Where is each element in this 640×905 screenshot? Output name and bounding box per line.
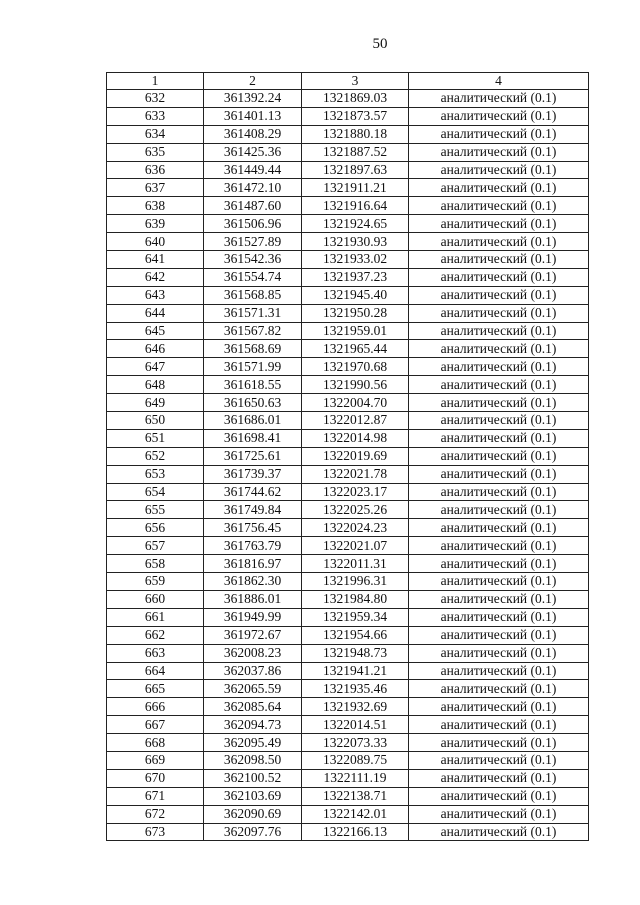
method-cell: аналитический (0.1) xyxy=(409,608,589,626)
point-number-cell: 656 xyxy=(107,519,204,537)
column-header: 3 xyxy=(302,73,409,90)
table-row xyxy=(107,787,589,805)
point-number-cell: 643 xyxy=(107,286,204,304)
method-cell: аналитический (0.1) xyxy=(409,555,589,573)
point-number-cell: 659 xyxy=(107,573,204,591)
y-coordinate-cell: 1322023.17 xyxy=(302,483,409,501)
y-coordinate-cell: 1322024.23 xyxy=(302,519,409,537)
table-row xyxy=(107,447,589,465)
x-coordinate-cell: 361972.67 xyxy=(204,626,302,644)
point-number-cell: 654 xyxy=(107,483,204,501)
x-coordinate-cell: 361756.45 xyxy=(204,519,302,537)
y-coordinate-cell: 1321990.56 xyxy=(302,376,409,394)
table-row xyxy=(107,215,589,233)
point-number-cell: 667 xyxy=(107,716,204,734)
x-coordinate-cell: 361392.24 xyxy=(204,90,302,108)
table-row xyxy=(107,698,589,716)
table-row xyxy=(107,555,589,573)
table-row xyxy=(107,429,589,447)
point-number-cell: 636 xyxy=(107,161,204,179)
table-row xyxy=(107,304,589,322)
point-number-cell: 671 xyxy=(107,787,204,805)
table-row xyxy=(107,268,589,286)
x-coordinate-cell: 361816.97 xyxy=(204,555,302,573)
point-number-cell: 646 xyxy=(107,340,204,358)
method-cell: аналитический (0.1) xyxy=(409,680,589,698)
y-coordinate-cell: 1322138.71 xyxy=(302,787,409,805)
x-coordinate-cell: 362095.49 xyxy=(204,734,302,752)
point-number-cell: 642 xyxy=(107,268,204,286)
point-number-cell: 641 xyxy=(107,251,204,269)
table-header-row xyxy=(107,73,589,90)
point-number-cell: 635 xyxy=(107,143,204,161)
x-coordinate-cell: 361650.63 xyxy=(204,394,302,412)
method-cell: аналитический (0.1) xyxy=(409,197,589,215)
y-coordinate-cell: 1321950.28 xyxy=(302,304,409,322)
method-cell: аналитический (0.1) xyxy=(409,429,589,447)
method-cell: аналитический (0.1) xyxy=(409,394,589,412)
table-row xyxy=(107,465,589,483)
x-coordinate-cell: 362098.50 xyxy=(204,751,302,769)
method-cell: аналитический (0.1) xyxy=(409,233,589,251)
table-row xyxy=(107,90,589,108)
x-coordinate-cell: 361725.61 xyxy=(204,447,302,465)
y-coordinate-cell: 1322014.51 xyxy=(302,716,409,734)
x-coordinate-cell: 362037.86 xyxy=(204,662,302,680)
table-row xyxy=(107,251,589,269)
point-number-cell: 672 xyxy=(107,805,204,823)
table-body xyxy=(107,90,589,841)
y-coordinate-cell: 1322111.19 xyxy=(302,769,409,787)
x-coordinate-cell: 361749.84 xyxy=(204,501,302,519)
point-number-cell: 663 xyxy=(107,644,204,662)
x-coordinate-cell: 361449.44 xyxy=(204,161,302,179)
table-row xyxy=(107,107,589,125)
y-coordinate-cell: 1322073.33 xyxy=(302,734,409,752)
table-row xyxy=(107,179,589,197)
column-header: 4 xyxy=(409,73,589,90)
method-cell: аналитический (0.1) xyxy=(409,465,589,483)
point-number-cell: 657 xyxy=(107,537,204,555)
method-cell: аналитический (0.1) xyxy=(409,716,589,734)
page-number: 50 xyxy=(372,36,388,52)
table-row xyxy=(107,590,589,608)
point-number-cell: 650 xyxy=(107,412,204,430)
x-coordinate-cell: 361567.82 xyxy=(204,322,302,340)
point-number-cell: 652 xyxy=(107,447,204,465)
x-coordinate-cell: 362085.64 xyxy=(204,698,302,716)
x-coordinate-cell: 361527.89 xyxy=(204,233,302,251)
table-row xyxy=(107,376,589,394)
table-row xyxy=(107,394,589,412)
y-coordinate-cell: 1321911.21 xyxy=(302,179,409,197)
table-row xyxy=(107,537,589,555)
point-number-cell: 634 xyxy=(107,125,204,143)
point-number-cell: 649 xyxy=(107,394,204,412)
point-number-cell: 640 xyxy=(107,233,204,251)
x-coordinate-cell: 361763.79 xyxy=(204,537,302,555)
x-coordinate-cell: 362094.73 xyxy=(204,716,302,734)
table-row xyxy=(107,161,589,179)
table-row xyxy=(107,716,589,734)
y-coordinate-cell: 1321959.34 xyxy=(302,608,409,626)
x-coordinate-cell: 361425.36 xyxy=(204,143,302,161)
point-number-cell: 662 xyxy=(107,626,204,644)
method-cell: аналитический (0.1) xyxy=(409,322,589,340)
x-coordinate-cell: 362100.52 xyxy=(204,769,302,787)
method-cell: аналитический (0.1) xyxy=(409,215,589,233)
y-coordinate-cell: 1322166.13 xyxy=(302,823,409,841)
y-coordinate-cell: 1321897.63 xyxy=(302,161,409,179)
y-coordinate-cell: 1322019.69 xyxy=(302,447,409,465)
method-cell: аналитический (0.1) xyxy=(409,573,589,591)
method-cell: аналитический (0.1) xyxy=(409,644,589,662)
point-number-cell: 655 xyxy=(107,501,204,519)
method-cell: аналитический (0.1) xyxy=(409,698,589,716)
y-coordinate-cell: 1321933.02 xyxy=(302,251,409,269)
x-coordinate-cell: 361487.60 xyxy=(204,197,302,215)
y-coordinate-cell: 1321959.01 xyxy=(302,322,409,340)
table-row xyxy=(107,125,589,143)
column-header: 1 xyxy=(107,73,204,90)
method-cell: аналитический (0.1) xyxy=(409,662,589,680)
x-coordinate-cell: 361506.96 xyxy=(204,215,302,233)
y-coordinate-cell: 1321932.69 xyxy=(302,698,409,716)
method-cell: аналитический (0.1) xyxy=(409,787,589,805)
method-cell: аналитический (0.1) xyxy=(409,125,589,143)
x-coordinate-cell: 362065.59 xyxy=(204,680,302,698)
method-cell: аналитический (0.1) xyxy=(409,734,589,752)
y-coordinate-cell: 1321984.80 xyxy=(302,590,409,608)
y-coordinate-cell: 1321937.23 xyxy=(302,268,409,286)
table-row xyxy=(107,805,589,823)
method-cell: аналитический (0.1) xyxy=(409,143,589,161)
method-cell: аналитический (0.1) xyxy=(409,483,589,501)
method-cell: аналитический (0.1) xyxy=(409,769,589,787)
table-row xyxy=(107,573,589,591)
y-coordinate-cell: 1321880.18 xyxy=(302,125,409,143)
table-row xyxy=(107,769,589,787)
point-number-cell: 632 xyxy=(107,90,204,108)
point-number-cell: 644 xyxy=(107,304,204,322)
y-coordinate-cell: 1322004.70 xyxy=(302,394,409,412)
y-coordinate-cell: 1321954.66 xyxy=(302,626,409,644)
method-cell: аналитический (0.1) xyxy=(409,823,589,841)
table-row xyxy=(107,823,589,841)
point-number-cell: 658 xyxy=(107,555,204,573)
y-coordinate-cell: 1321935.46 xyxy=(302,680,409,698)
x-coordinate-cell: 361739.37 xyxy=(204,465,302,483)
point-number-cell: 660 xyxy=(107,590,204,608)
method-cell: аналитический (0.1) xyxy=(409,358,589,376)
y-coordinate-cell: 1321916.64 xyxy=(302,197,409,215)
method-cell: аналитический (0.1) xyxy=(409,90,589,108)
y-coordinate-cell: 1321869.03 xyxy=(302,90,409,108)
table-row xyxy=(107,197,589,215)
y-coordinate-cell: 1321996.31 xyxy=(302,573,409,591)
point-number-cell: 633 xyxy=(107,107,204,125)
method-cell: аналитический (0.1) xyxy=(409,107,589,125)
method-cell: аналитический (0.1) xyxy=(409,179,589,197)
y-coordinate-cell: 1322089.75 xyxy=(302,751,409,769)
table-row xyxy=(107,233,589,251)
table-row xyxy=(107,358,589,376)
point-number-cell: 669 xyxy=(107,751,204,769)
x-coordinate-cell: 361686.01 xyxy=(204,412,302,430)
point-number-cell: 664 xyxy=(107,662,204,680)
table-row xyxy=(107,322,589,340)
table-row xyxy=(107,644,589,662)
x-coordinate-cell: 361568.85 xyxy=(204,286,302,304)
table-row xyxy=(107,519,589,537)
table-row xyxy=(107,626,589,644)
y-coordinate-cell: 1321941.21 xyxy=(302,662,409,680)
x-coordinate-cell: 361571.99 xyxy=(204,358,302,376)
point-number-cell: 653 xyxy=(107,465,204,483)
x-coordinate-cell: 362103.69 xyxy=(204,787,302,805)
x-coordinate-cell: 362090.69 xyxy=(204,805,302,823)
point-number-cell: 645 xyxy=(107,322,204,340)
method-cell: аналитический (0.1) xyxy=(409,412,589,430)
x-coordinate-cell: 361618.55 xyxy=(204,376,302,394)
table-row xyxy=(107,501,589,519)
table-row xyxy=(107,286,589,304)
point-number-cell: 648 xyxy=(107,376,204,394)
table-row xyxy=(107,483,589,501)
y-coordinate-cell: 1321930.93 xyxy=(302,233,409,251)
x-coordinate-cell: 361744.62 xyxy=(204,483,302,501)
table-row xyxy=(107,662,589,680)
x-coordinate-cell: 362008.23 xyxy=(204,644,302,662)
table-row xyxy=(107,751,589,769)
point-number-cell: 668 xyxy=(107,734,204,752)
y-coordinate-cell: 1321924.65 xyxy=(302,215,409,233)
x-coordinate-cell: 361401.13 xyxy=(204,107,302,125)
table-row xyxy=(107,734,589,752)
method-cell: аналитический (0.1) xyxy=(409,805,589,823)
y-coordinate-cell: 1322025.26 xyxy=(302,501,409,519)
coordinates-table xyxy=(106,72,589,841)
x-coordinate-cell: 361472.10 xyxy=(204,179,302,197)
method-cell: аналитический (0.1) xyxy=(409,376,589,394)
y-coordinate-cell: 1321945.40 xyxy=(302,286,409,304)
point-number-cell: 651 xyxy=(107,429,204,447)
method-cell: аналитический (0.1) xyxy=(409,590,589,608)
method-cell: аналитический (0.1) xyxy=(409,501,589,519)
x-coordinate-cell: 361408.29 xyxy=(204,125,302,143)
x-coordinate-cell: 361554.74 xyxy=(204,268,302,286)
point-number-cell: 638 xyxy=(107,197,204,215)
table-row xyxy=(107,340,589,358)
y-coordinate-cell: 1322021.07 xyxy=(302,537,409,555)
y-coordinate-cell: 1321948.73 xyxy=(302,644,409,662)
method-cell: аналитический (0.1) xyxy=(409,251,589,269)
x-coordinate-cell: 362097.76 xyxy=(204,823,302,841)
method-cell: аналитический (0.1) xyxy=(409,537,589,555)
y-coordinate-cell: 1321873.57 xyxy=(302,107,409,125)
method-cell: аналитический (0.1) xyxy=(409,304,589,322)
y-coordinate-cell: 1322014.98 xyxy=(302,429,409,447)
column-header: 2 xyxy=(204,73,302,90)
method-cell: аналитический (0.1) xyxy=(409,626,589,644)
table-row xyxy=(107,412,589,430)
point-number-cell: 666 xyxy=(107,698,204,716)
table-row xyxy=(107,608,589,626)
point-number-cell: 639 xyxy=(107,215,204,233)
y-coordinate-cell: 1321965.44 xyxy=(302,340,409,358)
x-coordinate-cell: 361571.31 xyxy=(204,304,302,322)
method-cell: аналитический (0.1) xyxy=(409,268,589,286)
y-coordinate-cell: 1322021.78 xyxy=(302,465,409,483)
x-coordinate-cell: 361698.41 xyxy=(204,429,302,447)
point-number-cell: 637 xyxy=(107,179,204,197)
x-coordinate-cell: 361862.30 xyxy=(204,573,302,591)
point-number-cell: 661 xyxy=(107,608,204,626)
x-coordinate-cell: 361568.69 xyxy=(204,340,302,358)
x-coordinate-cell: 361886.01 xyxy=(204,590,302,608)
y-coordinate-cell: 1322012.87 xyxy=(302,412,409,430)
point-number-cell: 665 xyxy=(107,680,204,698)
point-number-cell: 670 xyxy=(107,769,204,787)
method-cell: аналитический (0.1) xyxy=(409,751,589,769)
method-cell: аналитический (0.1) xyxy=(409,161,589,179)
y-coordinate-cell: 1322011.31 xyxy=(302,555,409,573)
point-number-cell: 673 xyxy=(107,823,204,841)
y-coordinate-cell: 1321887.52 xyxy=(302,143,409,161)
point-number-cell: 647 xyxy=(107,358,204,376)
method-cell: аналитический (0.1) xyxy=(409,447,589,465)
y-coordinate-cell: 1321970.68 xyxy=(302,358,409,376)
method-cell: аналитический (0.1) xyxy=(409,286,589,304)
method-cell: аналитический (0.1) xyxy=(409,340,589,358)
table-row xyxy=(107,143,589,161)
y-coordinate-cell: 1322142.01 xyxy=(302,805,409,823)
x-coordinate-cell: 361542.36 xyxy=(204,251,302,269)
method-cell: аналитический (0.1) xyxy=(409,519,589,537)
table-row xyxy=(107,680,589,698)
x-coordinate-cell: 361949.99 xyxy=(204,608,302,626)
